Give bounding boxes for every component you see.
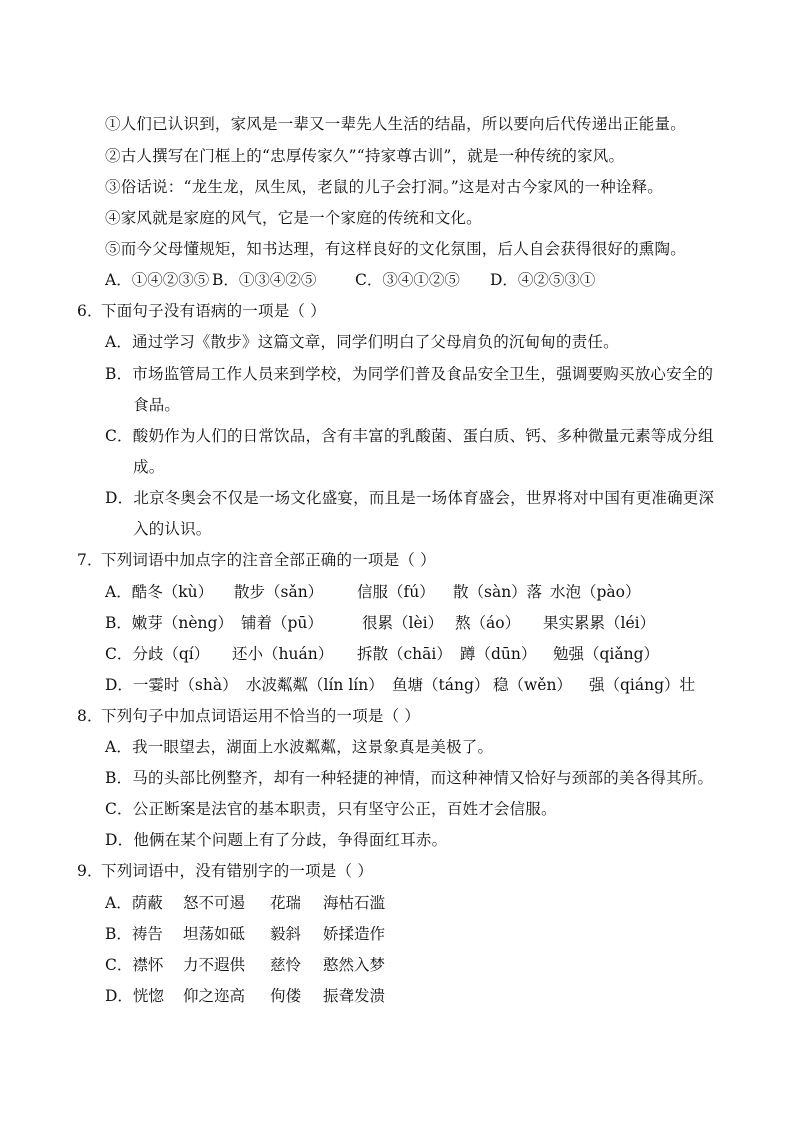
- q9-a-word-3: 花瑞: [270, 894, 302, 912]
- q9-c-word-2: 力不遐供: [183, 956, 246, 974]
- q8-number: 8．: [77, 707, 103, 725]
- q9-stem-text: 下列词语中，没有错别字的一项是（ ）: [101, 862, 374, 880]
- q7-a-word-1: A．酷冬（kù）: [105, 583, 214, 601]
- q5-option-c[interactable]: C．③④①②⑤: [355, 271, 460, 289]
- q9-d-word-3: 佝偻: [270, 987, 302, 1005]
- q6-option-b[interactable]: B．市场监管局工作人员来到学校，为同学们普及食品安全卫生，强调要购买放心安全的: [105, 365, 714, 383]
- q9-c-word-4: 憨然入梦: [323, 956, 386, 974]
- q7-c-word-4: 蹲（dūn）: [460, 645, 537, 663]
- q7-c-word-2: 还小（huán）: [232, 645, 334, 663]
- q7-stem: [77, 550, 436, 570]
- q7-d-word-4: 稳（wěn）: [493, 676, 572, 694]
- q9-number: 9．: [77, 862, 103, 880]
- q7-b-word-1: B．嫩芽（nèng）: [105, 614, 233, 632]
- q7-b-word-2: 铺着（pū）: [241, 614, 323, 632]
- q9-d-word-1: D．恍惚: [105, 987, 164, 1005]
- q7-stem-text: 下列词语中加点字的注音全部正确的一项是（ ）: [101, 551, 436, 569]
- q8-option-a[interactable]: A．我一眼望去，湖面上水波粼粼，这景象真是美极了。: [105, 738, 494, 756]
- q5-item-4: ④家风就是家庭的风气，它是一个家庭的传统和文化。: [105, 209, 482, 227]
- q5-item-3: ③俗话说：“龙生龙，凤生凤，老鼠的儿子会打洞。”这是对古今家风的一种诠释。: [105, 178, 664, 196]
- q5-option-d[interactable]: D．④②⑤③①: [490, 271, 596, 289]
- q5-option-b[interactable]: B．①③④②⑤: [212, 271, 317, 289]
- q9-a-word-1: A．荫蔽: [105, 894, 163, 912]
- q9-d-word-2: 仰之迩高: [183, 987, 246, 1005]
- q7-number: 7．: [77, 551, 103, 569]
- q7-a-word-5: 水泡（pào）: [550, 583, 641, 601]
- q7-b-word-3: 很累（lèi）: [362, 614, 444, 632]
- q6-option-d[interactable]: D．北京冬奥会不仅是一场文化盛宴，而且是一场体育盛会，世界将对中国有更准确更深: [105, 489, 715, 507]
- q8-option-c[interactable]: C．公正断案是法官的基本职责，只有坚守公正，百姓才会信服。: [105, 800, 557, 818]
- q7-c-word-1: C．分歧（qí）: [105, 645, 210, 663]
- q6-stem: [77, 301, 326, 321]
- q6-number: 6．: [77, 302, 103, 320]
- q6-option-c[interactable]: C．酸奶作为人们的日常饮品，含有丰富的乳酸菌、蛋白质、钙、多种微量元素等成分组: [105, 427, 714, 445]
- q8-stem-text: 下列句子中加点词语运用不恰当的一项是（ ）: [101, 707, 421, 725]
- q6-option-b-cont: 食品。: [133, 396, 181, 414]
- q9-stem: [77, 861, 373, 881]
- q9-a-word-4: 海枯石滥: [323, 894, 386, 912]
- q5-item-2: ②古人撰写在门框上的“忠厚传家久”“持家尊古训”，就是一种传统的家风。: [105, 147, 625, 165]
- q7-d-word-2: 水波粼粼（lín lín）: [246, 676, 384, 694]
- q7-d-word-3: 鱼塘（táng）: [392, 676, 490, 694]
- q9-b-word-2: 坦荡如砥: [183, 925, 246, 943]
- q5-item-1: ①人们已认识到，家风是一辈又一辈先人生活的结晶，所以要向后代传递出正能量。: [105, 115, 686, 133]
- q7-a-word-2: 散步（sǎn）: [234, 583, 324, 601]
- q7-d-word-1: D．一霎时（shà）: [105, 676, 238, 694]
- q9-c-word-1: C．襟怀: [105, 956, 164, 974]
- q6-option-a[interactable]: A．通过学习《散步》这篇文章，同学们明白了父母肩负的沉甸甸的责任。: [105, 333, 619, 351]
- q9-c-word-3: 慈怜: [270, 956, 302, 974]
- q5-item-5: ⑤而今父母懂规矩，知书达理，有这样良好的文化氛围，后人自会获得很好的熏陶。: [105, 240, 686, 258]
- q7-b-word-4: 熬（áo）: [455, 614, 521, 632]
- q9-b-word-3: 毅斜: [270, 925, 302, 943]
- q9-d-word-4: 振聋发溃: [323, 987, 386, 1005]
- q5-option-a[interactable]: A．①④②③⑤: [105, 271, 210, 289]
- q6-option-d-cont: 入的认识。: [133, 520, 212, 538]
- q7-a-word-3: 信服（fú）: [357, 583, 435, 601]
- q8-option-b[interactable]: B．马的头部比例整齐，却有一种轻捷的神情，而这种神情又恰好与颈部的美各得其所。: [105, 769, 714, 787]
- q9-b-word-4: 娇揉造作: [323, 925, 386, 943]
- q6-option-c-cont: 成。: [133, 458, 165, 476]
- q7-c-word-3: 拆散（chāi）: [357, 645, 452, 663]
- q7-d-word-5: 强（qiáng）壮: [589, 676, 696, 694]
- q7-c-word-5: 勉强（qiǎng）: [553, 645, 660, 663]
- q7-b-word-5: 果实累累（léi）: [543, 614, 656, 632]
- q9-b-word-1: B．祷告: [105, 925, 163, 943]
- q7-a-word-4: 散（sàn）落: [453, 583, 543, 601]
- q9-a-word-2: 怒不可遏: [183, 894, 246, 912]
- q8-stem: [77, 706, 420, 726]
- q8-option-d[interactable]: D．他俩在某个问题上有了分歧，争得面红耳赤。: [105, 831, 448, 849]
- q6-stem-text: 下面句子没有语病的一项是（ ）: [101, 302, 326, 320]
